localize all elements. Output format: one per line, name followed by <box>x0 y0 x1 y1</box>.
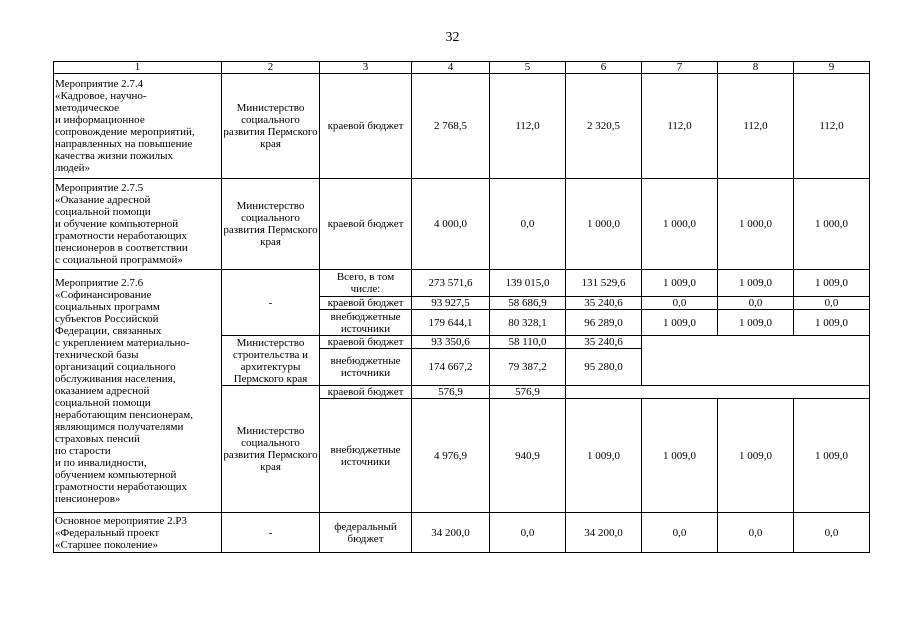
column-number: 6 <box>566 62 642 74</box>
column-number: 9 <box>794 62 870 74</box>
value-cell: 2 320,5 <box>566 74 642 179</box>
value-cell: 58 686,9 <box>490 297 566 310</box>
executor-cell: Министерство строительства и архитектуры Пермского края <box>222 336 320 386</box>
value-cell: 1 009,0 <box>642 399 718 513</box>
value-cell: 80 328,1 <box>490 310 566 336</box>
value-cell: 1 009,0 <box>642 270 718 297</box>
measure-name: Мероприятие 2.7.6 «Софинансирование социальных программ субъектов Российской Федерации, связанных с укреплением материально- технической базы организаций социального обслуживания населения, оказанием адресной социальной помощи неработающим пенсионерам, являющимся получателями страховых пенсий по старости и по инвалидности, обучением компьютерной грамотности неработающих пенсионеров» <box>54 270 222 513</box>
measure-name: Мероприятие 2.7.5 «Оказание адресной социальной помощи и обучение компьютерной грамотности неработающих пенсионеров в соответствии с социальной программой» <box>54 179 222 270</box>
funding-source: краевой бюджет <box>320 386 412 399</box>
executor-cell: - <box>222 270 320 336</box>
value-cell: 1 000,0 <box>718 179 794 270</box>
column-number: 3 <box>320 62 412 74</box>
value-cell: 112,0 <box>490 74 566 179</box>
value-cell: 34 200,0 <box>412 513 490 553</box>
executor-cell: Министерство социального развития Пермского края <box>222 74 320 179</box>
column-number: 2 <box>222 62 320 74</box>
table-row <box>54 74 870 179</box>
value-cell: 1 009,0 <box>794 310 870 336</box>
funding-source: федеральный бюджет <box>320 513 412 553</box>
column-number-row <box>54 62 870 74</box>
value-cell: 0,0 <box>794 297 870 310</box>
value-cell: 96 289,0 <box>566 310 642 336</box>
value-cell: 112,0 <box>642 74 718 179</box>
measure-name: Мероприятие 2.7.4 «Кадровое, научно- методическое и информационное сопровождение мероприятий, направленных на повышение качества жизни пожилых людей» <box>54 74 222 179</box>
value-cell: 1 009,0 <box>718 270 794 297</box>
value-cell: 576,9 <box>490 386 566 399</box>
executor-cell: - <box>222 513 320 553</box>
column-number: 7 <box>642 62 718 74</box>
funding-source: Всего, в том числе: <box>320 270 412 297</box>
value-cell: 4 976,9 <box>412 399 490 513</box>
value-cell: 1 009,0 <box>794 270 870 297</box>
value-cell: 179 644,1 <box>412 310 490 336</box>
column-number: 1 <box>54 62 222 74</box>
value-cell: 0,0 <box>490 513 566 553</box>
value-cell: 1 009,0 <box>794 399 870 513</box>
value-cell: 576,9 <box>412 386 490 399</box>
funding-source: краевой бюджет <box>320 74 412 179</box>
value-cell: 112,0 <box>718 74 794 179</box>
value-cell: 1 009,0 <box>566 399 642 513</box>
measure-name: Основное мероприятие 2.Р3 «Федеральный проект «Старшее поколение» <box>54 513 222 553</box>
funding-source: внебюджетные источники <box>320 349 412 386</box>
value-cell: 0,0 <box>794 513 870 553</box>
value-cell: 139 015,0 <box>490 270 566 297</box>
table-row <box>54 513 870 553</box>
empty-cell <box>642 336 870 386</box>
value-cell: 95 280,0 <box>566 349 642 386</box>
value-cell: 1 009,0 <box>718 310 794 336</box>
value-cell: 35 240,6 <box>566 336 642 349</box>
page-number: 32 <box>445 30 460 45</box>
funding-source: внебюджетные источники <box>320 310 412 336</box>
value-cell: 58 110,0 <box>490 336 566 349</box>
value-cell: 0,0 <box>718 513 794 553</box>
value-cell: 4 000,0 <box>412 179 490 270</box>
value-cell: 34 200,0 <box>566 513 642 553</box>
value-cell: 1 000,0 <box>642 179 718 270</box>
value-cell: 1 000,0 <box>794 179 870 270</box>
column-number: 5 <box>490 62 566 74</box>
value-cell: 0,0 <box>490 179 566 270</box>
column-number: 8 <box>718 62 794 74</box>
funding-source: внебюджетные источники <box>320 399 412 513</box>
value-cell: 35 240,6 <box>566 297 642 310</box>
table-row <box>54 270 870 297</box>
value-cell: 1 009,0 <box>718 399 794 513</box>
value-cell: 1 000,0 <box>566 179 642 270</box>
value-cell: 1 009,0 <box>642 310 718 336</box>
value-cell: 0,0 <box>642 297 718 310</box>
budget-table <box>53 61 870 553</box>
value-cell: 174 667,2 <box>412 349 490 386</box>
value-cell: 131 529,6 <box>566 270 642 297</box>
value-cell: 79 387,2 <box>490 349 566 386</box>
value-cell: 273 571,6 <box>412 270 490 297</box>
executor-cell: Министерство социального развития Пермского края <box>222 179 320 270</box>
value-cell: 93 350,6 <box>412 336 490 349</box>
value-cell: 0,0 <box>718 297 794 310</box>
funding-source: краевой бюджет <box>320 336 412 349</box>
value-cell: 940,9 <box>490 399 566 513</box>
value-cell: 0,0 <box>642 513 718 553</box>
executor-cell: Министерство социального развития Пермского края <box>222 386 320 513</box>
table-row <box>54 179 870 270</box>
value-cell: 93 927,5 <box>412 297 490 310</box>
funding-source: краевой бюджет <box>320 297 412 310</box>
empty-cell <box>566 386 870 399</box>
funding-source: краевой бюджет <box>320 179 412 270</box>
value-cell: 112,0 <box>794 74 870 179</box>
column-number: 4 <box>412 62 490 74</box>
value-cell: 2 768,5 <box>412 74 490 179</box>
